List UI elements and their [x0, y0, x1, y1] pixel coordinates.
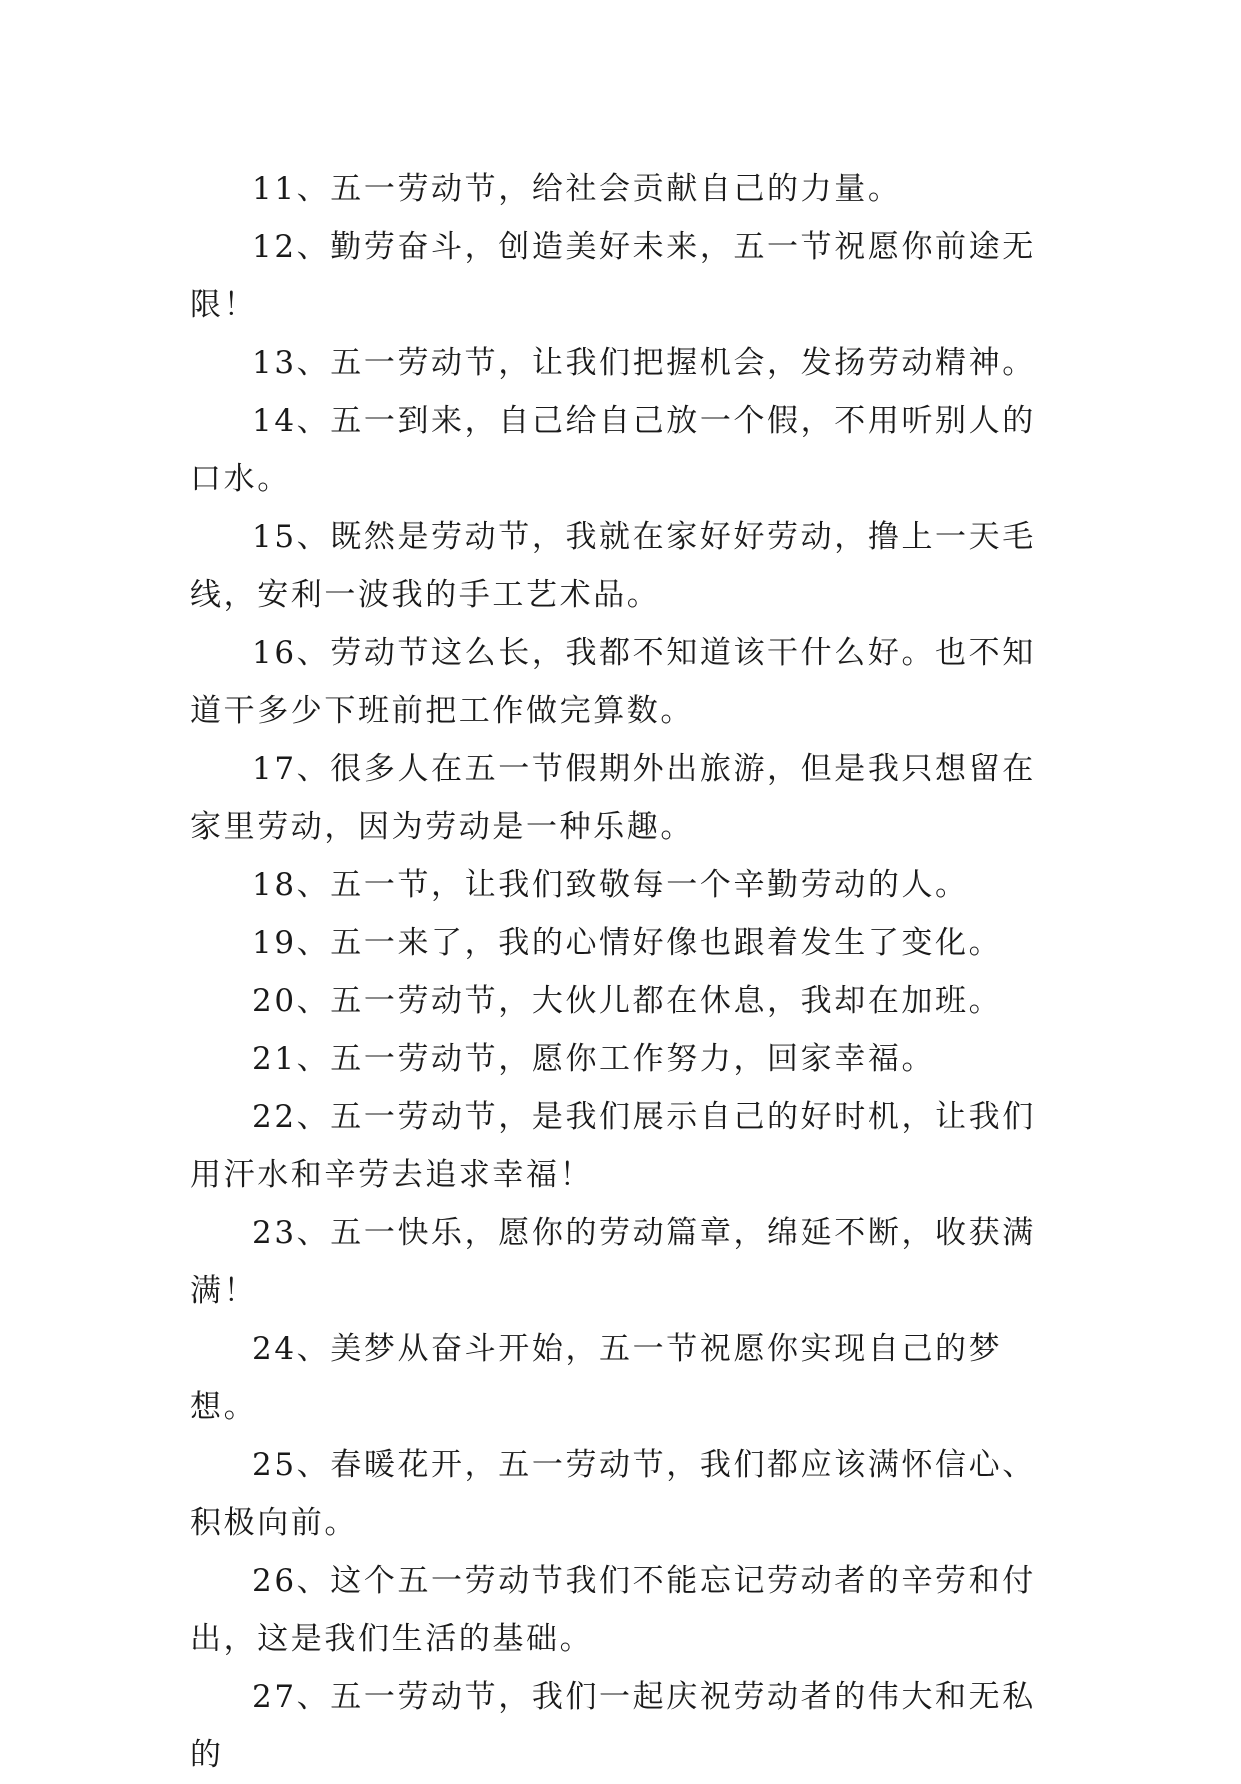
paragraph-24: 24、美梦从奋斗开始，五一节祝愿你实现自己的梦想。	[190, 1331, 1003, 1425]
paragraph-18: 18、五一节，让我们致敬每一个辛勤劳动的人。	[252, 867, 969, 903]
paragraph-16: 16、劳动节这么长，我都不知道该干什么好。也不知道干多少下班前把工作做完算数。	[190, 635, 1036, 729]
document-body	[190, 160, 1056, 1784]
paragraph-27: 27、五一劳动节，我们一起庆祝劳动者的伟大和无私的	[190, 1679, 1036, 1773]
paragraph-26: 26、这个五一劳动节我们不能忘记劳动者的辛劳和付出，这是我们生活的基础。	[190, 1563, 1036, 1657]
paragraph-20: 20、五一劳动节，大伙儿都在休息，我却在加班。	[252, 983, 1003, 1019]
paragraph-13: 13、五一劳动节，让我们把握机会，发扬劳动精神。	[252, 345, 1036, 381]
paragraph-23: 23、五一快乐，愿你的劳动篇章，绵延不断，收获满满！	[190, 1215, 1036, 1309]
paragraph-15: 15、既然是劳动节，我就在家好好劳动，撸上一天毛线，安利一波我的手工艺术品。	[190, 519, 1036, 613]
paragraph-22: 22、五一劳动节，是我们展示自己的好时机，让我们用汗水和辛劳去追求幸福！	[190, 1099, 1036, 1193]
paragraph-17: 17、很多人在五一节假期外出旅游，但是我只想留在家里劳动，因为劳动是一种乐趣。	[190, 751, 1036, 845]
paragraph-14: 14、五一到来，自己给自己放一个假，不用听别人的口水。	[190, 403, 1036, 497]
paragraph-12: 12、勤劳奋斗，创造美好未来，五一节祝愿你前途无限！	[190, 229, 1036, 323]
paragraph-11: 11、五一劳动节，给社会贡献自己的力量。	[252, 171, 902, 207]
paragraph-21: 21、五一劳动节，愿你工作努力，回家幸福。	[252, 1041, 936, 1077]
paragraph-25: 25、春暖花开，五一劳动节，我们都应该满怀信心、积极向前。	[190, 1447, 1036, 1541]
paragraph-19: 19、五一来了，我的心情好像也跟着发生了变化。	[252, 925, 1003, 961]
